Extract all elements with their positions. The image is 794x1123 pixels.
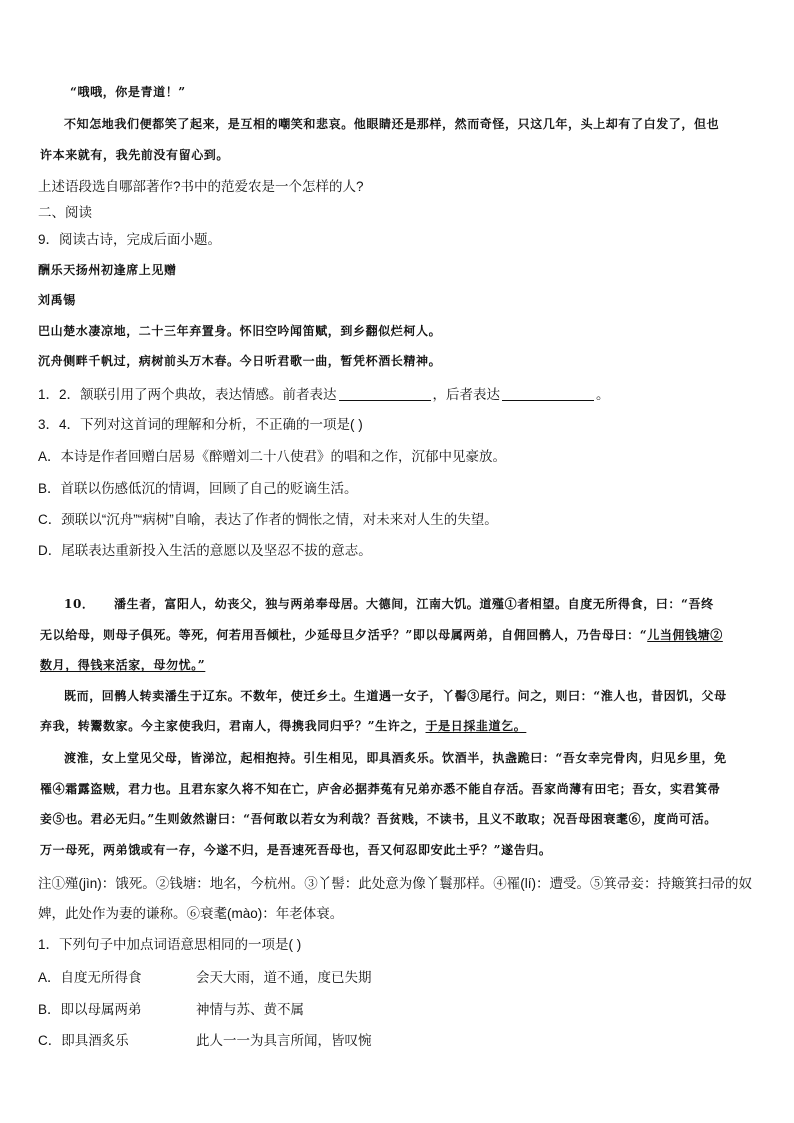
passage-text: 弃我，转鬻数家。今主家使我归，君南人，得携我同归乎？”生许之， xyxy=(40,719,426,733)
question-9-sub1 xyxy=(38,388,610,402)
passage-line: 万一母死，两弟饿或有一存，今遂不归，是吾速死吾母也，吾又何忍即安此土乎？”遂告归。 xyxy=(40,843,552,857)
underlined-sentence: 于是日採韭道乞。 xyxy=(425,719,527,733)
option-c xyxy=(38,1034,738,1048)
question-9-sub2: 3．4．下列对这首词的理解和分析，不正确的一项是( ) xyxy=(38,417,363,432)
passage-line: 罹④霜露盗贼，君力也。且君东家久将不知在亡，庐舍必据莽菟有兄弟亦悉不能自存活。吾家尚薄有田宅；吾女，实君箕帚 xyxy=(40,782,721,796)
passage-line xyxy=(40,720,526,732)
option-a: A．本诗是作者回赠白居易《醉赠刘二十八使君》的唱和之作，沉郁中见豪放。 xyxy=(38,449,507,464)
option-left: B．即以母属两弟 xyxy=(38,1002,142,1017)
poem-line: 沉舟侧畔千帆过，病树前头万木春。今日听君歌一曲，暂凭杯酒长精神。 xyxy=(38,354,442,368)
answer-blank[interactable] xyxy=(339,388,431,401)
sub1-text-c: 。 xyxy=(596,387,610,402)
answer-blank[interactable] xyxy=(502,388,594,401)
passage-line: 不知怎地我们便都笑了起来，是互相的嘲笑和悲哀。他眼睛还是那样，然而奇怪，只这几年，头上却有了白发了，但也 xyxy=(64,117,720,131)
dialogue-quote: “哦哦，你是青道！” xyxy=(70,85,186,99)
sub1-text-b: ，后者表达 xyxy=(432,387,501,402)
passage-line xyxy=(64,598,714,610)
passage-line: 渡淮，女上堂见父母，皆涕泣，起相抱持。引生相见，即具酒炙乐。饮酒半，执盏跪曰：“吾女幸完骨肉，归见乡里，免 xyxy=(64,751,727,765)
passage-line: 妾⑤也。君必无归。”生则敛然谢曰：“吾何敢以若女为利哉？吾贫贱，不读书，且义不敢取；况吾母困衰耄⑥，度尚可活。 xyxy=(40,812,717,826)
option-b xyxy=(38,1003,738,1017)
poem-title: 酬乐天扬州初逢席上见赠 xyxy=(38,263,177,277)
option-left: A．自度无所得食 xyxy=(38,970,142,985)
poem-line: 巴山楚水凄凉地，二十三年弃置身。怀旧空吟闻笛赋，到乡翻似烂柯人。 xyxy=(38,324,442,338)
question-9-stem: 9．阅读古诗，完成后面小题。 xyxy=(38,232,222,247)
question-10-sub1: 1．下列句子中加点词语意思相同的一项是( ) xyxy=(38,937,302,952)
underlined-sentence: 数月，得钱来活家，母勿忧。” xyxy=(40,658,206,672)
passage-text: 无以给母，则母子俱死。等死，何若用吾倾杜，少延母旦夕活乎？”即以母属两弟，自佣回鹘人，乃告母曰：“ xyxy=(40,628,648,642)
option-c: C．颈联以“沉舟”“病树”自喻，表达了作者的惆怅之情，对未来对人生的失望。 xyxy=(38,512,498,527)
passage-line: 既而，回鹘人转卖潘生于辽东。不数年，使迁乡土。生道遇一女子，丫髻③尾行。问之，则曰：“淮人也，昔因饥，父母 xyxy=(64,689,727,703)
option-left: C．即具酒炙乐 xyxy=(38,1033,129,1048)
option-right: 此人一一为具言所闻，皆叹惋 xyxy=(196,1033,372,1048)
passage-line xyxy=(40,629,723,641)
question-10-number: 10． xyxy=(64,597,95,611)
passage-text: 潘生者，富阳人，幼丧父，独与两弟奉母居。大德间，江南大饥。道殣①者相望。自度无所得食，曰：“吾终 xyxy=(114,597,714,611)
option-d: D．尾联表达重新投入生活的意愿以及坚忍不拔的意志。 xyxy=(38,543,372,558)
sub1-text-a: 1．2．颔联引用了两个典故，表达情感。前者表达 xyxy=(38,387,337,402)
option-right: 神情与苏、黄不属 xyxy=(196,1002,304,1017)
option-b: B．首联以伤感低沉的情调，回顾了自己的贬谪生活。 xyxy=(38,481,358,496)
passage-line: 许本来就有，我先前没有留心到。 xyxy=(40,148,230,162)
poem-author: 刘禹锡 xyxy=(38,293,76,307)
question-8: 上述语段选自哪部著作?书中的范爱农是一个怎样的人? xyxy=(38,179,364,194)
annotation-line: 婢，此处作为妻的谦称。⑥衰耄(mào)：年老体衰。 xyxy=(38,906,344,921)
option-right: 会天大雨，道不通，度已失期 xyxy=(196,970,372,985)
underlined-sentence: 儿当佣钱塘② xyxy=(647,628,723,642)
annotation-line: 注①殣(jìn)：饿死。②钱塘：地名，今杭州。③丫髻：此处意为像丫鬟那样。④罹(lí)：遭受。⑤箕帚妾：持簸箕扫帚的奴 xyxy=(38,876,752,891)
section-heading: 二、阅读 xyxy=(38,205,92,220)
option-a xyxy=(38,971,738,985)
